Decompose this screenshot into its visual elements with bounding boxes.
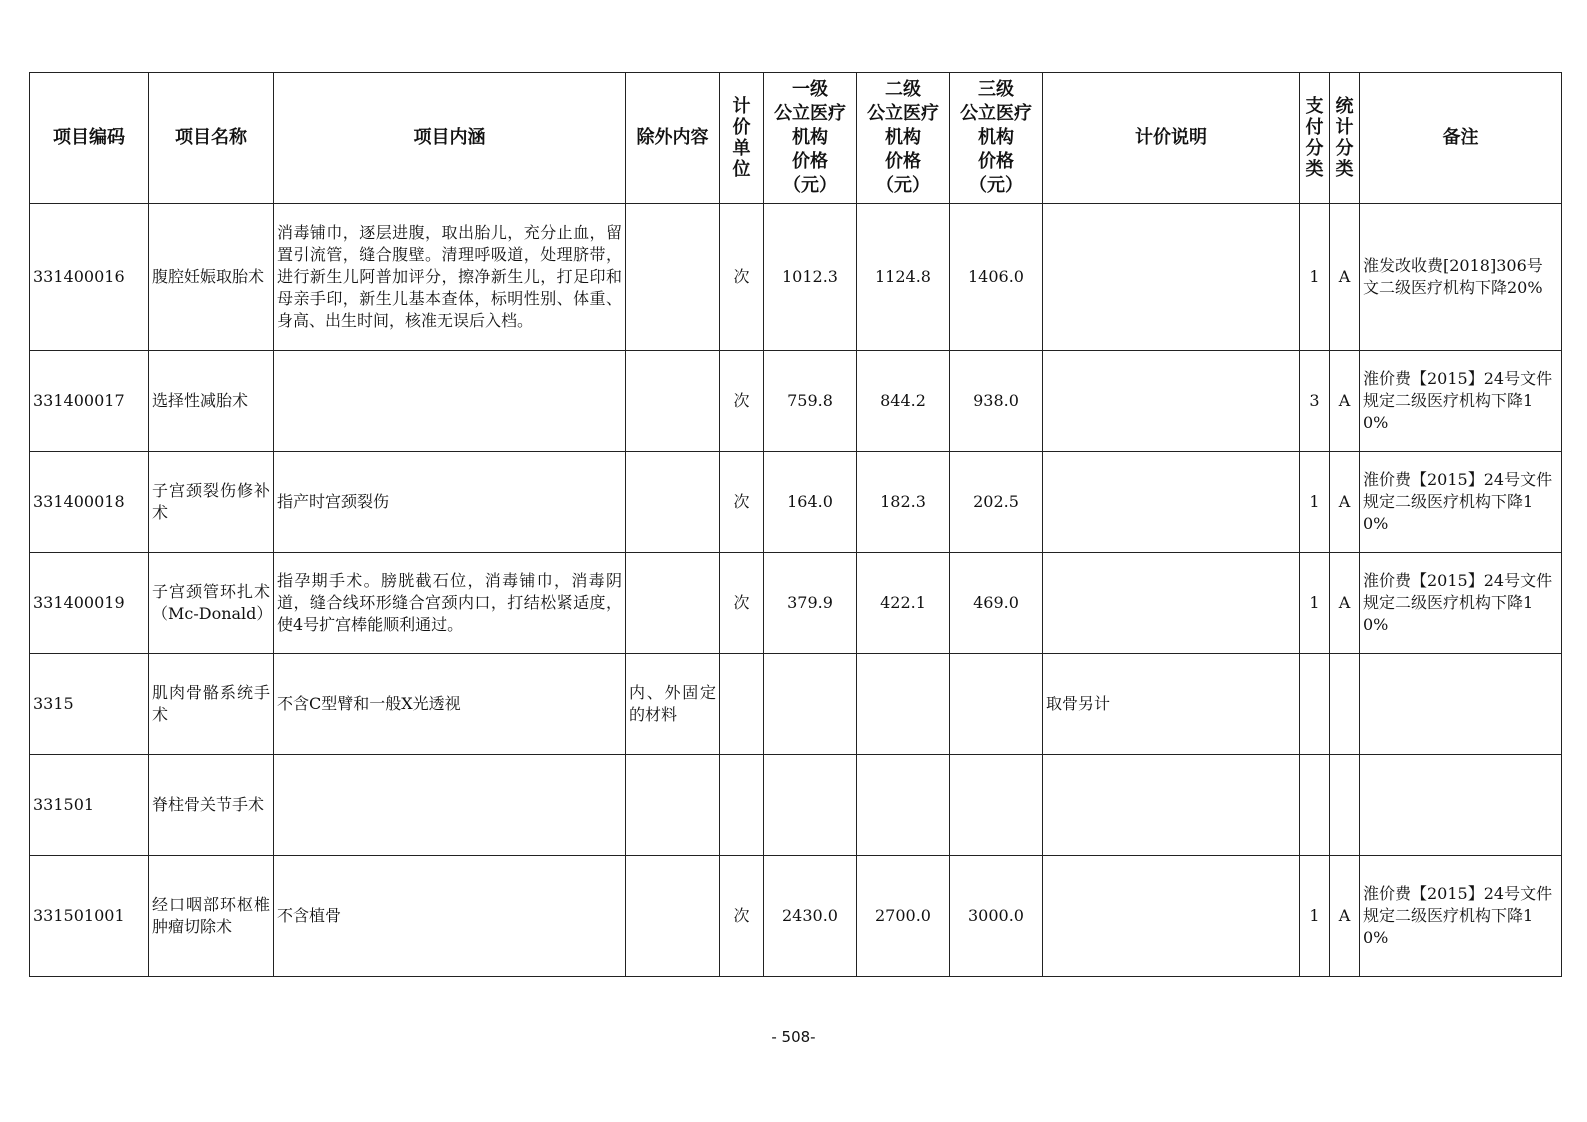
cell-price-level3: 202.5	[950, 452, 1043, 553]
cell-price-level2: 182.3	[857, 452, 950, 553]
cell-code: 331400019	[30, 553, 149, 654]
cell-unit: 次	[720, 856, 764, 977]
cell-price-level3	[950, 755, 1043, 856]
cell-code: 3315	[30, 654, 149, 755]
table-row	[30, 553, 1562, 654]
cell-price-level2: 422.1	[857, 553, 950, 654]
cell-remarks	[1360, 654, 1562, 755]
cell-exclusions	[626, 553, 720, 654]
cell-price-level2: 1124.8	[857, 204, 950, 351]
cell-unit: 次	[720, 452, 764, 553]
cell-code: 331400017	[30, 351, 149, 452]
cell-statistic-category: A	[1330, 452, 1360, 553]
table-row	[30, 204, 1562, 351]
table-row	[30, 755, 1562, 856]
cell-statistic-category: A	[1330, 351, 1360, 452]
price-table	[29, 72, 1562, 977]
cell-statistic-category: A	[1330, 553, 1360, 654]
cell-name: 腹腔妊娠取胎术	[149, 204, 274, 351]
cell-name: 肌肉骨骼系统手术	[149, 654, 274, 755]
cell-code: 331400018	[30, 452, 149, 553]
cell-payment-category	[1300, 755, 1330, 856]
cell-content: 不含植骨	[274, 856, 626, 977]
header-statistic-category	[1330, 73, 1360, 204]
cell-pricing-notes: 取骨另计	[1043, 654, 1300, 755]
cell-price-level1	[764, 755, 857, 856]
cell-exclusions	[626, 856, 720, 977]
cell-name: 子宫颈管环扎术（Mc-Donald）	[149, 553, 274, 654]
header-content: 项目内涵	[274, 73, 626, 204]
header-price-level2	[857, 73, 950, 204]
cell-exclusions	[626, 204, 720, 351]
header-unit-label: 计 价 单 位	[732, 96, 751, 180]
cell-unit: 次	[720, 351, 764, 452]
cell-remarks: 淮价费【2015】24号文件规定二级医疗机构下降10%	[1360, 452, 1562, 553]
table-row	[30, 452, 1562, 553]
cell-unit: 次	[720, 553, 764, 654]
cell-statistic-category: A	[1330, 856, 1360, 977]
cell-name: 经口咽部环枢椎肿瘤切除术	[149, 856, 274, 977]
cell-remarks: 淮价费【2015】24号文件规定二级医疗机构下降10%	[1360, 856, 1562, 977]
header-row	[30, 73, 1562, 204]
cell-name: 选择性减胎术	[149, 351, 274, 452]
cell-content	[274, 351, 626, 452]
header-exclusions: 除外内容	[626, 73, 720, 204]
cell-price-level3: 469.0	[950, 553, 1043, 654]
header-price-level2-label: 二级 公立医疗 机构 价格 （元）	[867, 79, 939, 196]
cell-payment-category: 1	[1300, 856, 1330, 977]
cell-statistic-category	[1330, 654, 1360, 755]
cell-content: 指产时宫颈裂伤	[274, 452, 626, 553]
cell-price-level2: 844.2	[857, 351, 950, 452]
cell-content: 不含C型臂和一般X光透视	[274, 654, 626, 755]
cell-statistic-category	[1330, 755, 1360, 856]
header-remarks: 备注	[1360, 73, 1562, 204]
cell-pricing-notes	[1043, 351, 1300, 452]
cell-price-level3: 3000.0	[950, 856, 1043, 977]
cell-price-level1	[764, 654, 857, 755]
cell-price-level2	[857, 654, 950, 755]
cell-payment-category: 1	[1300, 452, 1330, 553]
header-price-level1-label: 一级 公立医疗 机构 价格 （元）	[774, 79, 846, 196]
header-price-level3	[950, 73, 1043, 204]
cell-price-level1: 759.8	[764, 351, 857, 452]
cell-content: 指孕期手术。膀胱截石位，消毒铺巾，消毒阴道，缝合线环形缝合宫颈内口，打结松紧适度，使4号扩宫棒能顺利通过。	[274, 553, 626, 654]
header-code: 项目编码	[30, 73, 149, 204]
header-pricing-notes: 计价说明	[1043, 73, 1300, 204]
cell-code: 331501	[30, 755, 149, 856]
cell-price-level1: 379.9	[764, 553, 857, 654]
cell-code: 331400016	[30, 204, 149, 351]
cell-price-level3: 938.0	[950, 351, 1043, 452]
header-name: 项目名称	[149, 73, 274, 204]
cell-price-level3	[950, 654, 1043, 755]
cell-unit	[720, 755, 764, 856]
page-number: - 508-	[771, 1028, 816, 1046]
cell-price-level1: 1012.3	[764, 204, 857, 351]
cell-name: 子宫颈裂伤修补术	[149, 452, 274, 553]
cell-price-level2	[857, 755, 950, 856]
cell-payment-category: 1	[1300, 204, 1330, 351]
header-unit	[720, 73, 764, 204]
cell-payment-category: 3	[1300, 351, 1330, 452]
table-row	[30, 856, 1562, 977]
cell-price-level2: 2700.0	[857, 856, 950, 977]
cell-pricing-notes	[1043, 452, 1300, 553]
header-payment-category	[1300, 73, 1330, 204]
cell-remarks: 淮发改收费[2018]306号文二级医疗机构下降20%	[1360, 204, 1562, 351]
cell-price-level1: 164.0	[764, 452, 857, 553]
cell-unit: 次	[720, 204, 764, 351]
cell-exclusions: 内、外固定的材料	[626, 654, 720, 755]
cell-statistic-category: A	[1330, 204, 1360, 351]
cell-price-level3: 1406.0	[950, 204, 1043, 351]
table-row	[30, 351, 1562, 452]
cell-exclusions	[626, 755, 720, 856]
cell-exclusions	[626, 452, 720, 553]
cell-remarks: 淮价费【2015】24号文件规定二级医疗机构下降10%	[1360, 553, 1562, 654]
header-payment-category-label: 支 付 分 类	[1305, 96, 1324, 180]
cell-code: 331501001	[30, 856, 149, 977]
cell-pricing-notes	[1043, 755, 1300, 856]
table-row	[30, 654, 1562, 755]
cell-name: 脊柱骨关节手术	[149, 755, 274, 856]
cell-payment-category: 1	[1300, 553, 1330, 654]
cell-content	[274, 755, 626, 856]
cell-remarks	[1360, 755, 1562, 856]
cell-pricing-notes	[1043, 553, 1300, 654]
cell-remarks: 淮价费【2015】24号文件规定二级医疗机构下降10%	[1360, 351, 1562, 452]
cell-pricing-notes	[1043, 204, 1300, 351]
cell-exclusions	[626, 351, 720, 452]
header-price-level3-label: 三级 公立医疗 机构 价格 （元）	[960, 79, 1032, 196]
cell-payment-category	[1300, 654, 1330, 755]
cell-unit	[720, 654, 764, 755]
header-statistic-category-label: 统 计 分 类	[1335, 96, 1354, 180]
cell-price-level1: 2430.0	[764, 856, 857, 977]
header-price-level1	[764, 73, 857, 204]
cell-pricing-notes	[1043, 856, 1300, 977]
cell-content: 消毒铺巾，逐层进腹，取出胎儿，充分止血，留置引流管，缝合腹壁。清理呼吸道，处理脐带，进行新生儿阿普加评分，擦净新生儿，打足印和母亲手印，新生儿基本查体，标明性别、体重、身高、出生时间，核准无误后入档。	[274, 204, 626, 351]
